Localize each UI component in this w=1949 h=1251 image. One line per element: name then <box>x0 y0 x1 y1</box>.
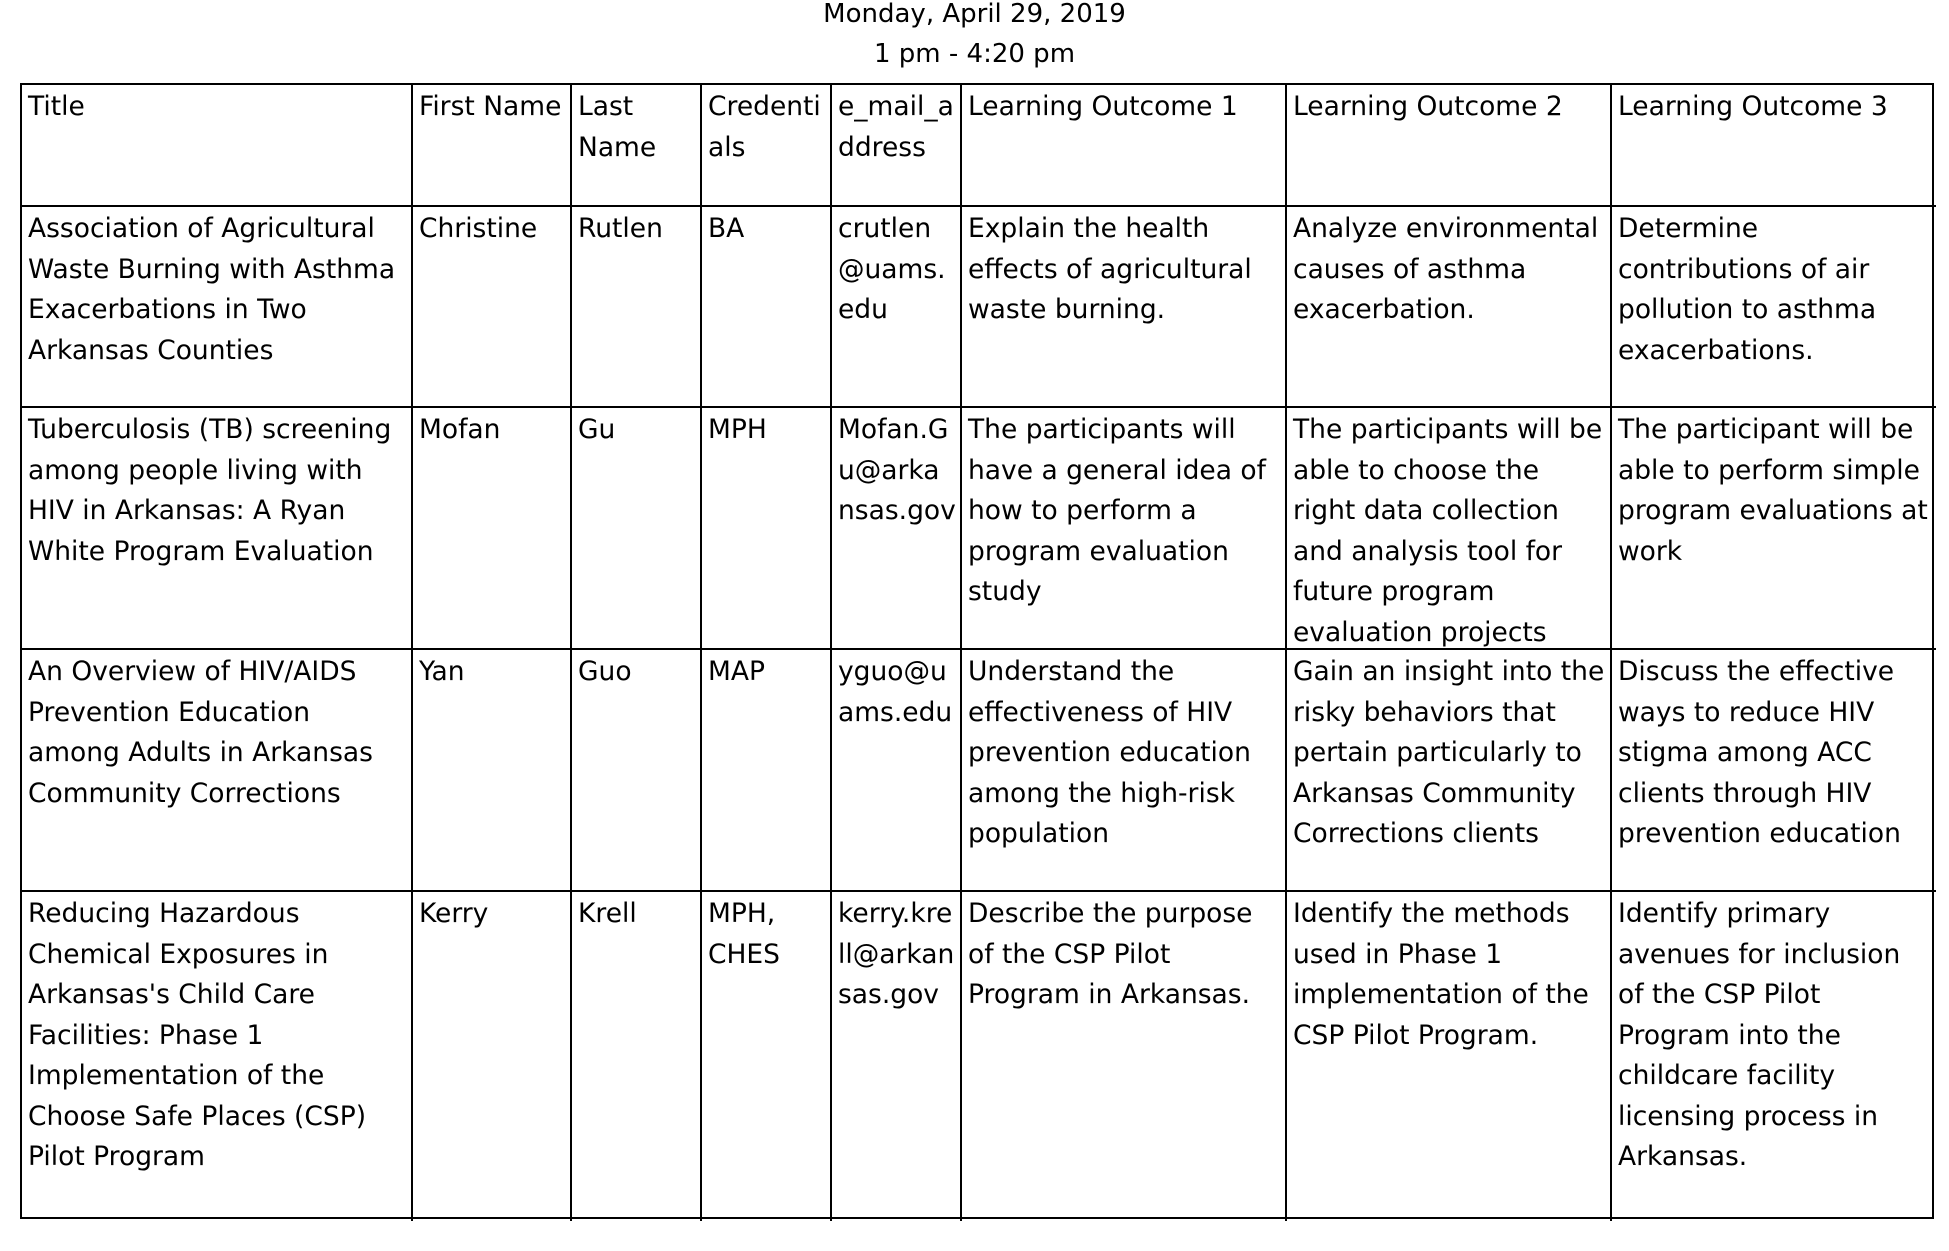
presentations-table <box>20 83 1934 1219</box>
row-2-credentials: MPH <box>702 408 832 650</box>
row-2-first-name: Mofan <box>413 408 572 650</box>
row-1-outcome-1: Explain the health effects of agricultural waste burning. <box>962 207 1287 408</box>
column-header-learning-outcome-1: Learning Outcome 1 <box>962 85 1287 207</box>
row-4-last-name: Krell <box>572 892 702 1221</box>
row-2-email: Mofan.Gu@arkansas.gov <box>832 408 962 650</box>
row-2-outcome-3: The participant will be able to perform simple program evaluations at work <box>1612 408 1936 650</box>
row-4-first-name: Kerry <box>413 892 572 1221</box>
row-3-first-name: Yan <box>413 650 572 892</box>
row-2-outcome-2: The participants will be able to choose the right data collection and analysis tool for future program evaluation projects <box>1287 408 1612 650</box>
column-header-email: e_mail_address <box>832 85 962 207</box>
row-3-title: An Overview of HIV/AIDS Prevention Education among Adults in Arkansas Community Corrections <box>22 650 413 892</box>
row-1-email: crutlen@uams.edu <box>832 207 962 408</box>
row-3-email: yguo@uams.edu <box>832 650 962 892</box>
row-4-email: kerry.krell@arkansas.gov <box>832 892 962 1221</box>
row-4-outcome-2: Identify the methods used in Phase 1 implementation of the CSP Pilot Program. <box>1287 892 1612 1221</box>
row-1-credentials: BA <box>702 207 832 408</box>
row-3-outcome-2: Gain an insight into the risky behaviors that pertain particularly to Arkansas Community Corrections clients <box>1287 650 1612 892</box>
row-1-outcome-3: Determine contributions of air pollution to asthma exacerbations. <box>1612 207 1936 408</box>
row-1-first-name: Christine <box>413 207 572 408</box>
session-time: 1 pm - 4:20 pm <box>873 39 1076 69</box>
session-date: Monday, April 29, 2019 <box>823 0 1126 29</box>
row-3-outcome-3: Discuss the effective ways to reduce HIV stigma among ACC clients through HIV prevention education <box>1612 650 1936 892</box>
column-header-learning-outcome-3: Learning Outcome 3 <box>1612 85 1936 207</box>
row-3-outcome-1: Understand the effectiveness of HIV prevention education among the high-risk population <box>962 650 1287 892</box>
column-header-first-name: First Name <box>413 85 572 207</box>
row-3-credentials: MAP <box>702 650 832 892</box>
row-2-outcome-1: The participants will have a general idea of how to perform a program evaluation study <box>962 408 1287 650</box>
row-2-last-name: Gu <box>572 408 702 650</box>
row-4-outcome-1: Describe the purpose of the CSP Pilot Program in Arkansas. <box>962 892 1287 1221</box>
row-1-last-name: Rutlen <box>572 207 702 408</box>
row-4-title: Reducing Hazardous Chemical Exposures in Arkansas's Child Care Facilities: Phase 1 Implementation of the Choose Safe Places (CSP) Pilot Program <box>22 892 413 1221</box>
row-3-last-name: Guo <box>572 650 702 892</box>
row-4-credentials: MPH, CHES <box>702 892 832 1221</box>
row-1-outcome-2: Analyze environmental causes of asthma exacerbation. <box>1287 207 1612 408</box>
column-header-credentials: Credentials <box>702 85 832 207</box>
column-header-last-name: Last Name <box>572 85 702 207</box>
row-4-outcome-3: Identify primary avenues for inclusion of the CSP Pilot Program into the childcare facility licensing process in Arkansas. <box>1618 898 1901 1172</box>
row-1-title: Association of Agricultural Waste Burning with Asthma Exacerbations in Two Arkansas Counties <box>22 207 413 408</box>
row-2-title: Tuberculosis (TB) screening among people living with HIV in Arkansas: A Ryan White Program Evaluation <box>22 408 413 650</box>
column-header-title: Title <box>22 85 413 207</box>
column-header-learning-outcome-2: Learning Outcome 2 <box>1287 85 1612 207</box>
